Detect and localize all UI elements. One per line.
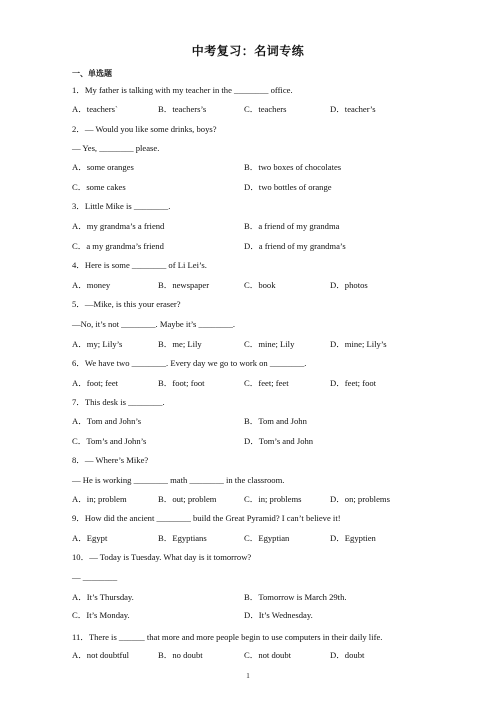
answer-option[interactable]: A．Egypt — [72, 533, 108, 543]
answer-option[interactable]: D．a friend of my grandma’s — [244, 241, 346, 251]
answer-option[interactable]: D．It’s Wednesday. — [244, 610, 313, 620]
answer-option[interactable]: A．teachers` — [72, 104, 118, 114]
answer-option[interactable]: C．not doubt — [244, 650, 292, 660]
answer-option[interactable]: A．my grandma’s a friend — [72, 221, 165, 231]
page-title: 中考复习：名词专练 — [191, 44, 305, 58]
answer-option[interactable]: C．It’s Monday. — [72, 610, 130, 620]
answer-option[interactable]: D．feet; foot — [330, 378, 377, 388]
answer-option[interactable]: C．a my grandma’s friend — [72, 241, 164, 251]
answer-option[interactable]: B．foot; foot — [158, 378, 205, 388]
question-stem: 4．Here is some ________ of Li Lei’s. — [72, 260, 207, 270]
answer-option[interactable]: B．no doubt — [158, 650, 203, 660]
answer-option[interactable]: B．me; Lily — [158, 339, 202, 349]
question-stem: 1．My father is talking with my teacher in the ________ office. — [72, 85, 293, 95]
answer-option[interactable]: C．Egyptian — [244, 533, 290, 543]
answer-option[interactable]: D．Tom’s and John — [244, 436, 314, 446]
answer-option[interactable]: A．in; problem — [72, 494, 127, 504]
answer-option[interactable]: A．foot; feet — [72, 378, 119, 388]
answer-option[interactable]: C．in; problems — [244, 494, 302, 504]
question-stem: 3．Little Mike is ________. — [72, 201, 171, 211]
question-stem: 9．How did the ancient ________ build the Great Pyramid? I can’t believe it! — [72, 513, 341, 523]
answer-option[interactable]: D．teacher’s — [330, 104, 376, 114]
answer-option[interactable]: B．out; problem — [158, 494, 217, 504]
answer-option[interactable]: C．Tom’s and John’s — [72, 436, 147, 446]
answer-option[interactable]: A．money — [72, 280, 111, 290]
answer-option[interactable]: D．on; problems — [330, 494, 390, 504]
question-stem: 6．We have two ________. Every day we go to work on ________. — [72, 358, 307, 368]
question-stem: 10．— Today is Tuesday. What day is it tomorrow? — [72, 552, 252, 562]
answer-option[interactable]: A．my; Lily’s — [72, 339, 123, 349]
answer-option[interactable]: D．doubt — [330, 650, 365, 660]
answer-option[interactable]: B．a friend of my grandma — [244, 221, 340, 231]
question-stem: 7．This desk is ________. — [72, 397, 165, 407]
answer-option[interactable]: C．some cakes — [72, 182, 126, 192]
answer-option[interactable]: C．book — [244, 280, 276, 290]
answer-option[interactable]: C．mine; Lily — [244, 339, 295, 349]
question-reply: — ________ — [72, 572, 118, 582]
answer-option[interactable]: D．two bottles of orange — [244, 182, 332, 192]
question-stem: 8．— Where’s Mike? — [72, 455, 149, 465]
section-heading: 一、单选题 — [72, 69, 112, 78]
question-stem: 2．— Would you like some drinks, boys? — [72, 124, 217, 134]
answer-option[interactable]: B．teachers’s — [158, 104, 207, 114]
answer-option[interactable]: B．newspaper — [158, 280, 210, 290]
answer-option[interactable]: B．Tom and John — [244, 416, 307, 426]
answer-option[interactable]: B．Tomorrow is March 29th. — [244, 592, 347, 602]
answer-option[interactable]: A．It’s Thursday. — [72, 592, 134, 602]
answer-option[interactable]: A．Tom and John’s — [72, 416, 142, 426]
question-stem: 11．There is ______ that more and more people begin to use computers in their daily life. — [72, 632, 383, 642]
answer-option[interactable]: C．feet; feet — [244, 378, 289, 388]
answer-option[interactable]: D．mine; Lily’s — [330, 339, 387, 349]
question-reply: —No, it’s not ________. Maybe it’s ________. — [72, 319, 236, 329]
answer-option[interactable]: D．Egyptien — [330, 533, 376, 543]
answer-option[interactable]: B．Egyptians — [158, 533, 207, 543]
question-stem: 5．—Mike, is this your eraser? — [72, 299, 181, 309]
answer-option[interactable]: A．not doubtful — [72, 650, 130, 660]
answer-option[interactable]: A．some oranges — [72, 162, 134, 172]
question-reply: — Yes, ________ please. — [72, 143, 160, 153]
question-reply: — He is working ________ math ________ in the classroom. — [72, 475, 285, 485]
answer-option[interactable]: D．photos — [330, 280, 368, 290]
answer-option[interactable]: B．two boxes of chocolates — [244, 162, 342, 172]
answer-option[interactable]: C．teachers — [244, 104, 287, 114]
page-number: 1 — [246, 672, 250, 680]
